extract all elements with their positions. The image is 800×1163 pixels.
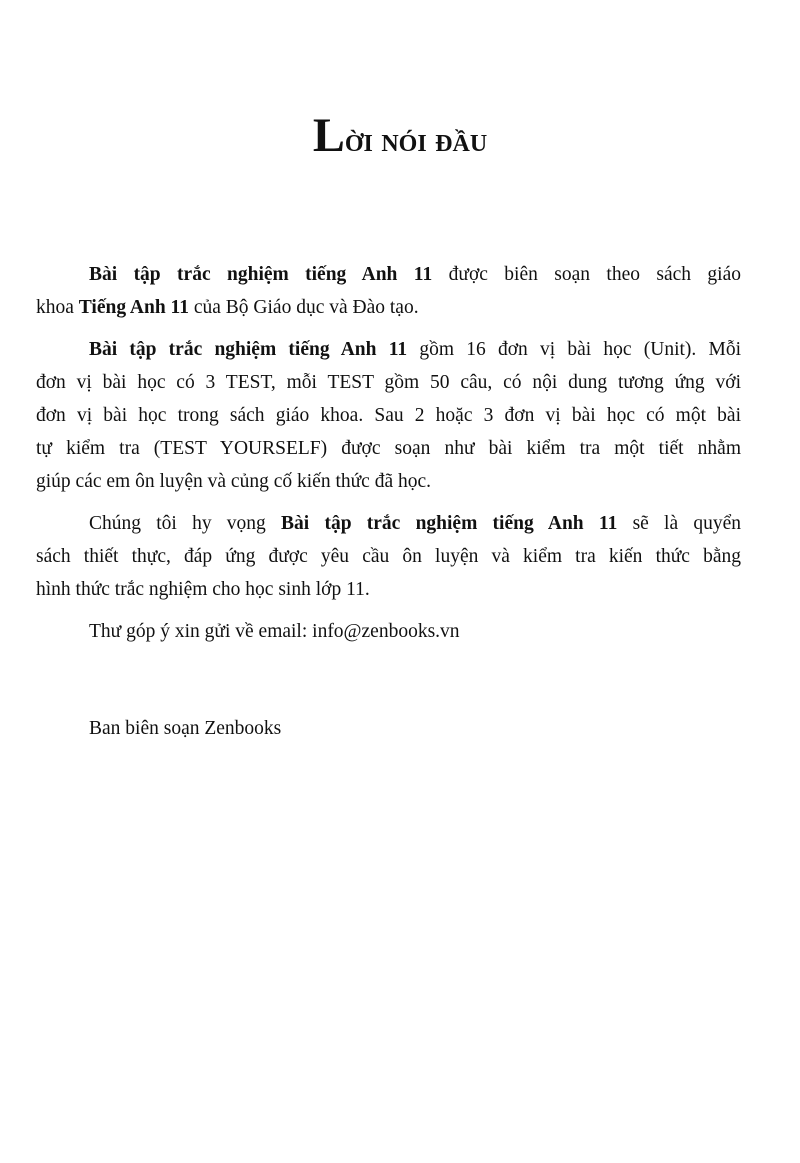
paragraph-1-line-1 [89, 258, 741, 291]
paragraph-3-text-2: sẽ là quyển [617, 513, 742, 534]
paragraph-3-line-3: hình thức trắc nghiệm cho học sinh lớp 11. [36, 579, 370, 600]
book-title-bold: Bài tập trắc nghiệm tiếng Anh 11 [281, 513, 618, 534]
title-initial: L [312, 109, 345, 162]
paragraph-1-text-3: của Bộ Giáo dục và Đào tạo. [188, 297, 419, 318]
book-title-bold: Bài tập trắc nghiệm tiếng Anh 11 [89, 339, 408, 360]
paragraph-3 [36, 507, 742, 606]
preface-body [36, 258, 742, 657]
paragraph-1-text-2: khoa [36, 297, 79, 318]
paragraph-2-line-3: đơn vị bài học trong sách giáo khoa. Sau 2 hoặc 3 đơn vị bài học có một bài [36, 405, 741, 426]
page-title [0, 109, 800, 162]
signature: Ban biên soạn Zenbooks [89, 718, 282, 739]
title-rest: ời nói đầu [344, 122, 488, 159]
paragraph-1-line-2 [36, 291, 741, 324]
paragraph-3-text: Chúng tôi hy vọng [89, 513, 282, 534]
paragraph-2-text: gồm 16 đơn vị bài học (Unit). Mỗi [407, 339, 741, 360]
paragraph-2 [36, 333, 741, 498]
paragraph-4 [89, 615, 741, 648]
paragraph-1-text: được biên soạn theo sách giáo [432, 264, 741, 285]
paragraph-1 [36, 258, 741, 324]
paragraph-2-line-5: giúp các em ôn luyện và củng cố kiến thức đã học. [36, 471, 432, 492]
paragraph-2-line-1 [89, 333, 741, 366]
textbook-title-bold: Tiếng Anh 11 [78, 297, 189, 318]
paragraph-3-line-1 [89, 507, 741, 540]
contact-email-line: Thư góp ý xin gửi về email: info@zenbooks.vn [89, 621, 460, 642]
paragraph-2-line-2: đơn vị bài học có 3 TEST, mỗi TEST gồm 50 câu, có nội dung tương ứng với [36, 372, 741, 393]
book-title-bold: Bài tập trắc nghiệm tiếng Anh 11 [89, 264, 433, 285]
paragraph-3-line-2: sách thiết thực, đáp ứng được yêu cầu ôn luyện và kiểm tra kiến thức bằng [36, 546, 741, 567]
paragraph-2-line-4: tự kiểm tra (TEST YOURSELF) được soạn như bài kiểm tra một tiết nhằm [36, 438, 741, 459]
